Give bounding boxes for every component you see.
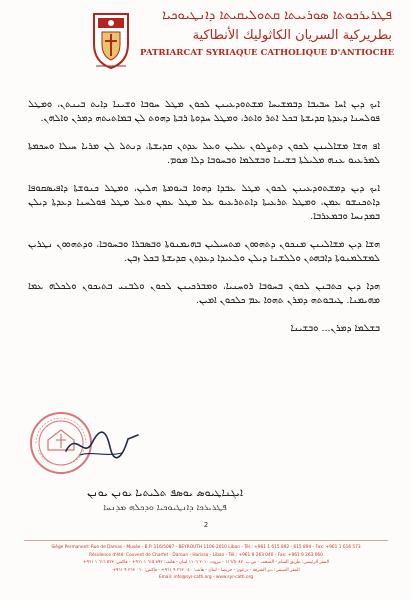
body-paragraph-3: ܐܝܟ ܕܝܢ ܕܡܫܬܘܕܥܝܢܢ ܠܟܘܢ ܡܛܠ ܥܒܕܐ ܕܗܘܐ ܒܝܘܡܬܐ ܗܠܝܢ، ܘܡܛܠ ܟܢܘܫܬܐ ܕܐܦܝܣܩܘܦܐ ܕܐܬܟܢܫܘ ܥܡܢ، ܘܡܛܠ ܬܪܥܝܬܐ ܕܐܬܬܪܥܝܘ ܥܠ ܡܛܠ ܥܡܢ ܘܥܠ ܡܛܠ ܦܘܠܚܢܐ ܕܥܕܬܐ ܕܝܠܢ ܒܡܕܢܚܐ ܘܒܡܥܪܒܐ. (28, 183, 380, 222)
footer (24, 540, 388, 582)
signatory-name: ܐܝܓܢܐܛܝܘܣ ܝܘܣܦ ܬܠܝܬܝܐ ܝܘܢܢ ܝܘܢܢ (87, 487, 243, 499)
footer-divider (24, 540, 388, 541)
letterhead-french-name: PATRIARCAT SYRIAQUE CATHOLIQUE D'ANTIOCHE (140, 48, 395, 58)
footer-summer-residence-french: Résidence d'été: Couvent de Charfet - Daroun - Harissa - Liban - Tél.: +961 9 263 040 - Fax: +961 9 263 060 (89, 552, 323, 558)
footer-summer-residence-arabic: المقر الصيفي: دير الشرفة - درعون - حريصا - لبنان - هاتف: ٠٤٠ ٢٦٣ ٩ ٩٦١+ - فاكس: ٠٦٠ ٢٦٣ ٩ ٩٦١+ (112, 567, 300, 573)
letterhead-syriac-name: ܦܛܪܝܪܟܘܬܐ ܣܘܪܝܝܬܐ ܩܬܘܠܝܩܝܬܐ ܕܐܢܛܝܘܟܝܐ (162, 8, 392, 23)
signatory-title: ܦܛܪܝܪܟܐ ܕܐܢܛܝܘܟܝܐ ܘܕܟܠܗ ܡܕܢܚܐ (103, 503, 227, 513)
body-paragraph-4: ܗܫܐ ܕܝܢ ܡܫܐܠܝܢܢ ܡܢܟܘܢ ܕܬܗܘܘܢ ܡܬܚܝܠܝܢ ܒܗܝܡܢܘܬܐ ܘܒܣܒܪܐ ܘܒܚܘܒܐ، ܘܕܬܗܘܘܢ ܢܛܪܝܢ ܠܡܫܠܡܢܘܬܐ ܕܐܒܗܬܢ ܘܠܠܫܢܐ ܕܝܠܢ ܘܠܥܝܕܐ ܕܥܕܬܢ ܩܕܝܫܬܐ ܒܟܠ ܙܒܢ. (28, 239, 380, 264)
letterhead-text (140, 6, 395, 60)
body-paragraph-5: ܗܕܐ ܕܝܢ ܟܬܒܢܢ ܠܟܘܢ ܒܚܘܒܐ ܪܘܚܢܝܐ، ܘܡܒܪܟܝܢܢ ܠܟܘܢ ܘܠܒܢܝ ܒܬܝܟܘܢ ܘܠܟܠܗ ܥܡܐ ܡܗܝܡܢܐ. ܛܝܒܘܬܗ ܕܡܪܢ ܬܗܘܐ ܥܡ ܟܠܟܘܢ ܐܡܝܢ. (28, 281, 380, 306)
footer-contact: Email: info@syr-cath.org - www.syr-cath.org (158, 575, 254, 581)
letterhead-arabic-name: بطريركية السريان الكاثوليك الأنطاكية (192, 28, 392, 43)
letterhead (88, 6, 395, 76)
handwritten-signature-icon (62, 425, 142, 465)
patriarchal-coat-of-arms-icon (88, 10, 134, 72)
letter-body (28, 98, 380, 350)
footer-address-french: Siège Permanent: Rue de Damas - Musée - B.P. 116/5087 - BEYROUTH 1106-2010 Liban - Tél.: +961 1 615 892 - 615 894 - Fax: +961 1 616 573 (51, 545, 361, 550)
body-paragraph-1: ܐܝܟ ܕܝܢ ܐܚܐ ܚܒܝܒܐ ܕܒܡܫܝܚܐ ܡܫܬܘܕܥܝܢܢ ܠܟܘܢ ܡܛܠ ܚܘܒܐ ܘܫܝܢܐ ܕܐܝܬ ܒܝܢܬܢ، ܘܡܛܠ ܦܘܠܚܢܐ ܕܥܕܬܐ ܩܕܝܫܬܐ ܒܟܠ ܐܬܪ ܘܐܬܪ، ܘܡܛܠ ܚܕܘܬܐ ܪܒܬܐ ܕܗܘܬ ܠܢ ܒܡܐܬܝܬܗ ܕܡܪܢ ܘܐܠܗܢ. (28, 99, 380, 124)
closing-line: ܒܫܠܡܐ ܕܡܪܢ... ܘܒܫܝܢܐ (290, 323, 380, 334)
page-number: 2 (203, 521, 209, 529)
body-paragraph-2: ܐܦ ܗܫܐ ܡܫܐܠܝܢܢ ܠܟܘܢ ܕܬܨܠܘܢ ܥܠܝܢ ܘܥܠ ܥܕܬܢ ܩܕܝܫܬܐ، ܕܢܬܠ ܠܢ ܡܪܝܐ ܚܝܠܐ ܘܚܟܡܬܐ ܠܡܪܥܝܘ ܥܢܗ ܡܠܝܠܬܐ ܒܫܝܢܐ ܘܒܫܠܡܐ ܘܒܚܘܒܐ ܕܠܐ ܡܘܡ. (28, 141, 380, 166)
footer-address-arabic: المقر الرئيسي: طريق الشام - المتحف - ص.ب. ١١٦/٥٠٨٧ - بيروت ٢٠١٠ ١١٠٦ لبنان - هاتف: ٨٩٢ ٦١٥ ١ ٩٦١+ - فاكس: ٥٧٣ ٦١٦ ١ ٩٦١+ (82, 560, 329, 566)
signature-block (40, 485, 290, 515)
